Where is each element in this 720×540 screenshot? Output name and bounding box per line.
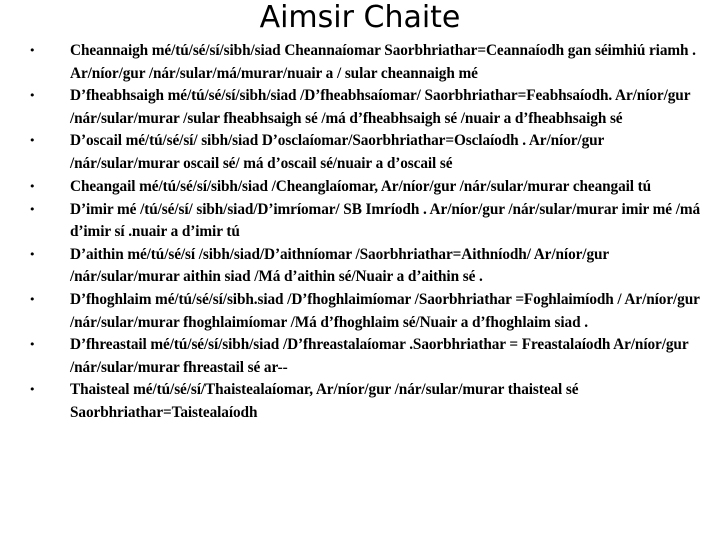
list-item (0, 379, 720, 424)
list-item (0, 289, 720, 334)
bullet-icon: • (29, 179, 36, 193)
bullet-icon: • (29, 134, 36, 148)
list-item-text: Thaisteal mé/tú/sé/sí/Thaistealaíomar, Ar/níor/gur /nár/sular/murar thaisteal sé Saorbhriathar=Taistealaíodh (70, 381, 579, 421)
list-item (0, 199, 720, 244)
bullet-icon: • (29, 247, 36, 261)
list-item (0, 334, 720, 379)
bullet-icon: • (29, 338, 36, 352)
list-item-text: D’fheabhsaigh mé/tú/sé/sí/sibh/siad /D’fheabhsaíomar/ Saorbhriathar=Feabhsaíodh. Ar/níor/gur /nár/sular/murar /sular fheabhsaigh sé /má d’fheabhsaigh sé /nuair a d’fheabhsaigh sé (70, 87, 691, 127)
list-item-text: Cheannaigh mé/tú/sé/sí/sibh/siad Cheannaíomar Saorbhriathar=Ceannaíodh gan séimhiú riamh . Ar/níor/gur /nár/sular/má/murar/nuair a / sular cheannaigh mé (70, 42, 696, 82)
list-item-text: D’fhreastail mé/tú/sé/sí/sibh/siad /D’fhreastalaíomar .Saorbhriathar = Freastalaíodh Ar/níor/gur /nár/sular/murar fhreastail sé ar-- (70, 336, 689, 376)
bullet-icon: • (29, 383, 36, 397)
slide-title: Aimsir Chaite (259, 0, 461, 35)
list-item-text: D’imir mé /tú/sé/sí/ sibh/siad/D’imríomar/ SB Imríodh . Ar/níor/gur /nár/sular/murar imir mé /má d’imir sí .nuair a d’imir tú (70, 200, 701, 241)
list-item-text: D’fhoghlaim mé/tú/sé/sí/sibh.siad /D’fhoghlaimíomar /Saorbhriathar =Foghlaimíodh / Ar/níor/gur /nár/sular/murar fhoghlaimíomar /Má d’fhoghlaim sé/Nuair a d’fhoghlaim siad . (70, 290, 700, 331)
list-item (0, 130, 720, 176)
list-item (0, 244, 720, 289)
list-item (0, 85, 720, 130)
bullet-icon: • (29, 89, 36, 103)
list-item-text: D’aithin mé/tú/sé/sí /sibh/siad/D’aithníomar /Saorbhriathar=Aithníodh/ Ar/níor/gur /nár/sular/murar aithin siad /Má d’aithin sé/Nuair a d’aithin sé . (70, 245, 609, 286)
list-item (0, 176, 720, 199)
list-item-text: Cheangail mé/tú/sé/sí/sibh/siad /Cheanglaíomar, Ar/níor/gur /nár/sular/murar cheangail tú (70, 177, 652, 195)
bullet-list (0, 40, 720, 425)
bullet-icon: • (29, 202, 36, 216)
bullet-icon: • (29, 292, 36, 306)
list-item-text: D’oscail mé/tú/sé/sí/ sibh/siad D’osclaíomar/Saorbhriathar=Osclaíodh . Ar/níor/gur /nár/sular/murar oscail sé/ má d’oscail sé/nuair a d’oscail sé (70, 132, 604, 173)
bullet-icon: • (29, 44, 36, 57)
list-item (0, 40, 720, 85)
